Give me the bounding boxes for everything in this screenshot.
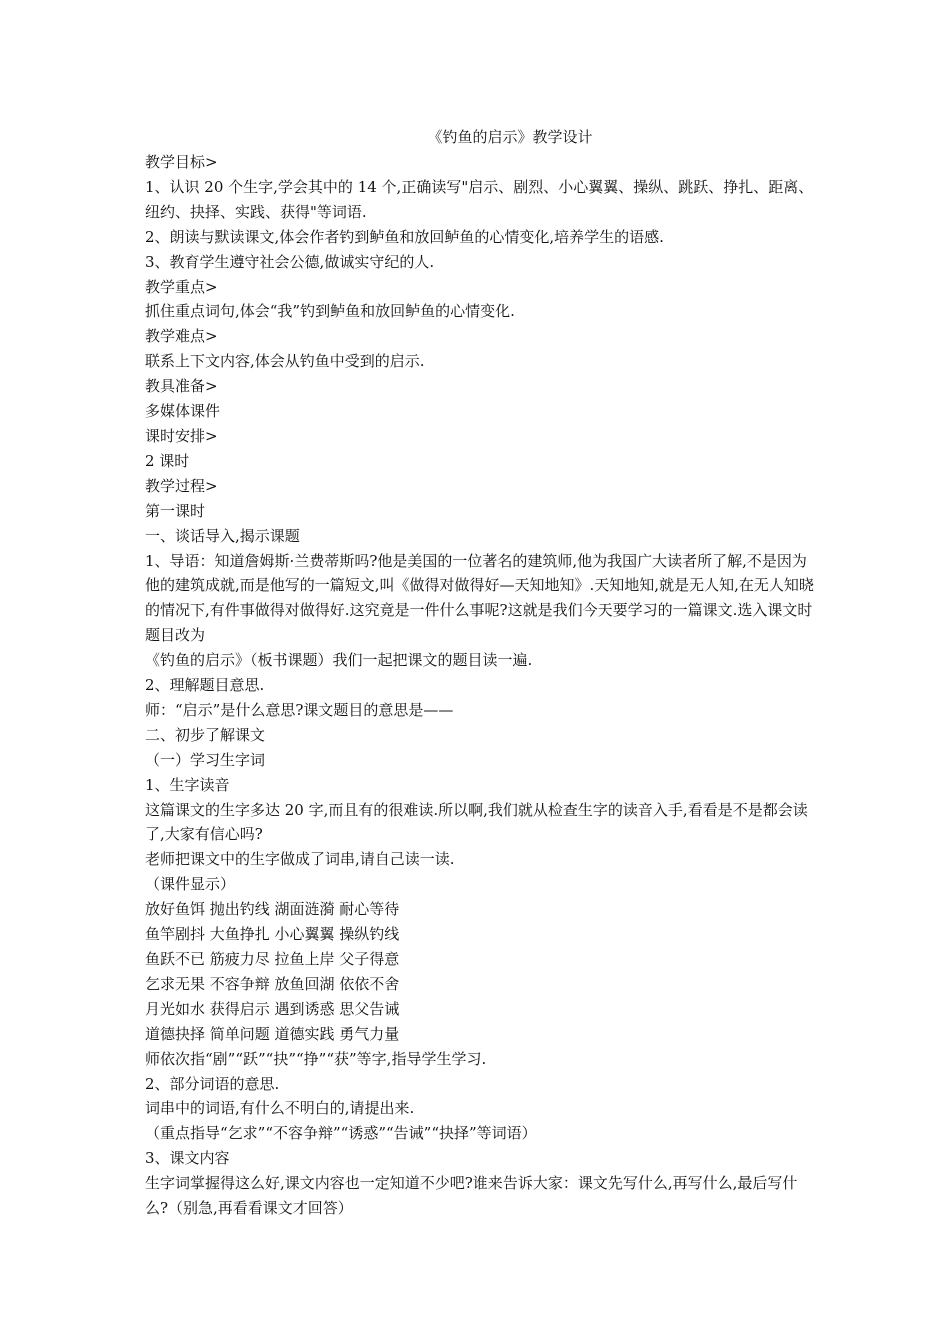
text-line: 老师把课文中的生字做成了词串,请自己读一读. xyxy=(145,850,455,869)
document-page xyxy=(145,125,815,1221)
text-line: 道德抉择 简单问题 道德实践 勇气力量 xyxy=(145,1024,400,1043)
text-line: 2、朗读与默读课文,体会作者钓到鲈鱼和放回鲈鱼的心情变化,培养学生的语感. xyxy=(145,227,664,246)
text-line: 联系上下文内容,体会从钓鱼中受到的启示. xyxy=(145,352,425,371)
text-line: 鱼跃不已 筋疲力尽 拉鱼上岸 父子得意 xyxy=(145,950,400,968)
text-line: 教学难点> xyxy=(145,327,218,346)
text-line: 1、生字读音 xyxy=(145,775,230,794)
document-title: 《钓鱼的启示》教学设计 xyxy=(427,128,593,146)
text-line: 课时安排> xyxy=(145,426,218,445)
text-line: 多媒体课件 xyxy=(145,402,221,421)
text-line: 第一课时 xyxy=(145,501,206,520)
text-line: 乞求无果 不容争辩 放鱼回湖 依依不舍 xyxy=(145,974,400,993)
text-line: 词串中的词语,有什么不明白的,请提出来. xyxy=(145,1099,415,1118)
text-line: 二、初步了解课文 xyxy=(145,725,266,744)
text-line: 放好鱼饵 抛出钓线 湖面涟漪 耐心等待 xyxy=(145,900,400,919)
text-line: 2、部分词语的意思. xyxy=(145,1074,280,1093)
text-line: 鱼竿剧抖 大鱼挣扎 小心翼翼 操纵钓线 xyxy=(145,925,400,944)
text-line: 抓住重点词句,体会“我”钓到鲈鱼和放回鲈鱼的心情变化. xyxy=(145,302,515,321)
document-body xyxy=(145,150,815,1221)
text-line: 《钓鱼的启示》（板书课题）我们一起把课文的题目读一遍. xyxy=(145,651,533,670)
text-line: 教学目标> xyxy=(145,153,218,171)
text-line: 教具准备> xyxy=(145,377,218,396)
text-line: 这篇课文的生字多达 20 字,而且有的很难读.所以啊,我们就从检查生字的读音入手,看看是不是都会读了,大家有信心吗? xyxy=(145,800,808,844)
text-line: （重点指导“乞求”“不容争辩”“诱惑”“告诫”“抉择”等词语） xyxy=(145,1124,537,1143)
text-line: 师依次指“剧”“跃”“抉”“挣”“获”等字,指导学生学习. xyxy=(145,1049,487,1068)
text-line: 2、理解题目意思. xyxy=(145,676,265,695)
text-line: 2 课时 xyxy=(145,451,190,470)
text-line: 1、导语：知道詹姆斯·兰费蒂斯吗?他是美国的一位著名的建筑师,他为我国广大读者所了解,不是因为他的建筑成就,而是他写的一篇短文,叫《做得对做得好—天知地知》.天知地知,就是无人知,在无人知晓的情况下,有件事做得对做得好.这究竟是一件什么事呢?这就是我们今天要学习的一篇课文.选入课文时题目改为 xyxy=(145,551,814,645)
text-line: （课件显示） xyxy=(145,875,236,894)
text-line: （一）学习生字词 xyxy=(145,750,266,769)
text-line: 教学重点> xyxy=(145,277,218,296)
text-line: 师：“启示”是什么意思?课文题目的意思是—— xyxy=(145,700,454,719)
text-line: 月光如水 获得启示 遇到诱惑 思父告诫 xyxy=(145,999,400,1018)
text-line: 生字词掌握得这么好,课文内容也一定知道不少吧?谁来告诉大家：课文先写什么,再写什么,最后写什么?（别急,再看看课文才回答） xyxy=(145,1174,798,1218)
text-line: 1、认识 20 个生字,学会其中的 14 个,正确读写"启示、剧烈、小心翼翼、操纵、跳跃、挣扎、距离、纽约、抉择、实践、获得"等词语. xyxy=(145,177,814,221)
text-line: 一、谈话导入,揭示课题 xyxy=(145,526,300,545)
text-line: 教学过程> xyxy=(145,476,218,495)
text-line: 3、教育学生遵守社会公德,做诚实守纪的人. xyxy=(145,252,435,271)
text-line: 3、课文内容 xyxy=(145,1149,230,1168)
